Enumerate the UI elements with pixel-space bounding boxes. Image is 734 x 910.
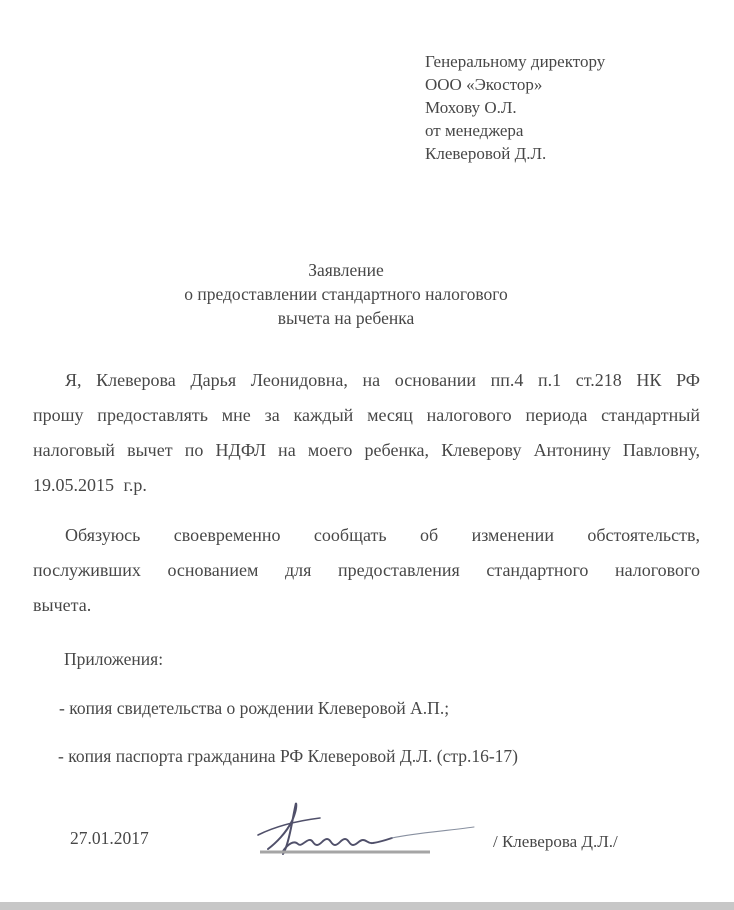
title-line: Заявление xyxy=(308,260,384,280)
attachment-item: - копия свидетельства о рождении Клеверовой А.П.; xyxy=(59,698,450,718)
page-bottom-edge xyxy=(0,902,734,910)
title-line: о предоставлении стандартного налогового xyxy=(184,284,508,304)
recipient-line: ООО «Экостор» xyxy=(425,75,543,94)
title-line: вычета на ребенка xyxy=(277,308,415,328)
paragraph-obligation: Обязуюсь своевременно сообщать об изменении обстоятельств, послуживших основанием для предоставления стандартного налогового вычета. xyxy=(33,525,700,615)
recipient-line: Клеверовой Д.Л. xyxy=(425,144,547,163)
document-title xyxy=(10,258,682,330)
recipient-line: Мохову О.Л. xyxy=(425,98,517,117)
document-date: 27.01.2017 xyxy=(70,828,149,848)
attachment-item: - копия паспорта гражданина РФ Клеверовой Д.Л. (стр.16-17) xyxy=(58,746,518,766)
signature-caption: / Клеверова Д.Л./ xyxy=(493,832,618,851)
recipient-line: Генеральному директору xyxy=(425,52,606,71)
recipient-line: от менеджера xyxy=(425,121,524,140)
paragraph-request: Я, Клеверова Дарья Леонидовна, на основании пп.4 п.1 ст.218 НК РФ прошу предоставлять мне за каждый месяц налогового периода стандартный налоговый вычет по НДФЛ на моего ребенка, Клеверову Антонину Павловну, 19.05.2015 г.р. xyxy=(33,370,700,495)
handwritten-signature xyxy=(256,799,478,859)
signature-icon xyxy=(256,799,478,859)
recipient-block xyxy=(425,50,720,165)
attachments-heading: Приложения: xyxy=(64,649,164,669)
